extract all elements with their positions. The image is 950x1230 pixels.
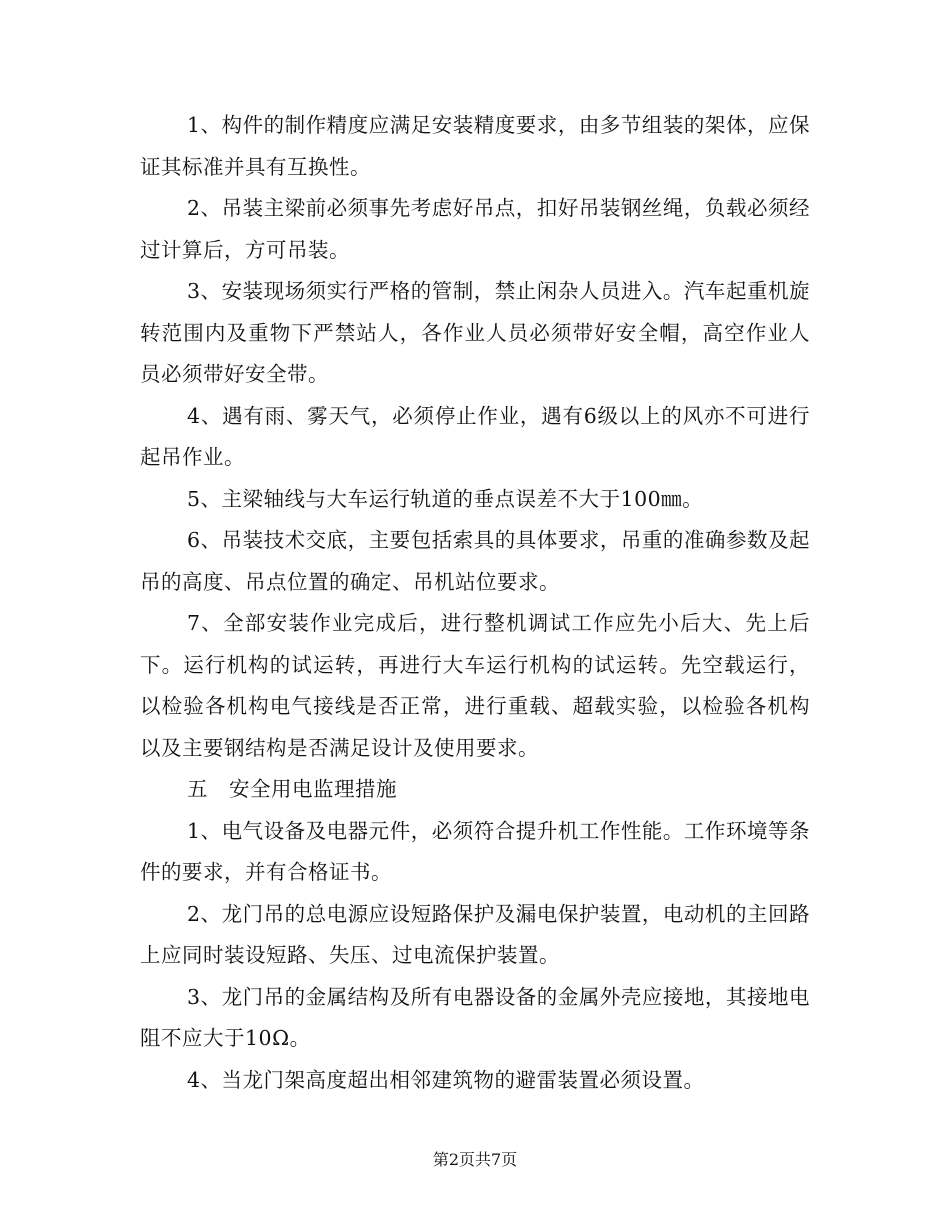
paragraph-1: 1、构件的制作精度应满足安装精度要求，由多节组装的架体，应保证其标准并具有互换性。 bbox=[140, 113, 810, 179]
paragraph-9: 2、龙门吊的总电源应设短路保护及漏电保护装置，电动机的主回路上应同时装设短路、失压、过电流保护装置。 bbox=[140, 901, 810, 967]
paragraph-10: 3、龙门吊的金属结构及所有电器设备的金属外壳应接地，其接地电阻不应大于10Ω。 bbox=[140, 984, 810, 1050]
paragraph-7: 7、全部安装作业完成后，进行整机调试工作应先小后大、先上后下。运行机构的试运转，再进行大车运行机构的试运转。先空载运行，以检验各机构电气接线是否正常，进行重载、超载实验，以检验各机构以及主要钢结构是否满足设计及使用要求。 bbox=[140, 611, 810, 760]
section-heading: 五 安全用电监理措施 bbox=[187, 777, 397, 801]
paragraph-6: 6、吊装技术交底，主要包括索具的具体要求，吊重的准确参数及起吊的高度、吊点位置的确定、吊机站位要求。 bbox=[140, 528, 810, 594]
page-number: 第2页共7页 bbox=[432, 1150, 518, 1169]
paragraph-4: 4、遇有雨、雾天气，必须停止作业，遇有6级以上的风亦不可进行起吊作业。 bbox=[140, 403, 810, 469]
paragraph-2: 2、吊装主梁前必须事先考虑好吊点，扣好吊装钢丝绳，负载必须经过计算后，方可吊装。 bbox=[140, 196, 810, 262]
document-body bbox=[140, 105, 810, 1101]
paragraph-11: 4、当龙门架高度超出相邻建筑物的避雷装置必须设置。 bbox=[187, 1067, 705, 1092]
paragraph-8: 1、电气设备及电器元件，必须符合提升机工作性能。工作环境等条件的要求，并有合格证书。 bbox=[140, 818, 810, 884]
paragraph-3: 3、安装现场须实行严格的管制，禁止闲杂人员进入。汽车起重机旋转范围内及重物下严禁站人，各作业人员必须带好安全帽，高空作业人员必须带好安全带。 bbox=[140, 279, 810, 386]
paragraph-5: 5、主梁轴线与大车运行轨道的垂点误差不大于100㎜。 bbox=[187, 486, 704, 511]
